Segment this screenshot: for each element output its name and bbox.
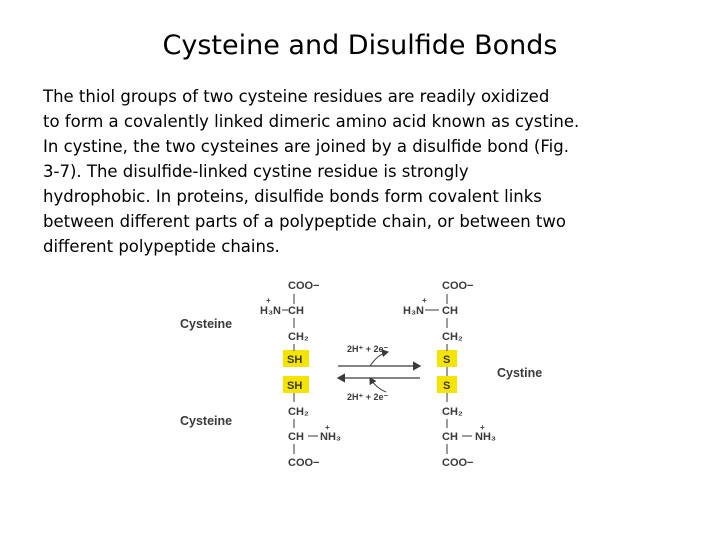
ch2-bottom-left: CH₂ xyxy=(288,406,309,418)
slide-title: Cysteine and Disulfide Bonds xyxy=(162,30,558,61)
body-line: to form a covalently linked dimeric amino acid known as cystine. xyxy=(43,112,580,131)
ch-top-left: CH xyxy=(288,305,304,317)
nh3-bottom-right: NH₃ xyxy=(475,431,496,443)
s-bottom-right: S xyxy=(443,380,451,392)
coo-top-left: COO− xyxy=(288,280,320,292)
body-line: The thiol groups of two cysteine residues are readily oxidized xyxy=(43,87,550,106)
body-line: hydrophobic. In proteins, disulfide bonds form covalent links xyxy=(43,187,542,206)
plus-right-bottom: + xyxy=(480,423,485,432)
left-cysteine-structure xyxy=(260,280,341,469)
reaction-arrows xyxy=(338,344,420,402)
label-cystine: Cystine xyxy=(497,366,543,380)
body-paragraph xyxy=(43,84,703,259)
body-line: In cystine, the two cysteines are joined by a disulfide bond (Fig. xyxy=(43,137,569,156)
coo-bottom-right: COO− xyxy=(442,457,474,469)
ch-top-right: CH xyxy=(442,305,458,317)
ch-bottom-right: CH xyxy=(442,431,458,443)
ch2-bottom-right: CH₂ xyxy=(442,406,463,418)
plus-right-top: + xyxy=(422,296,427,305)
h3n-top-right: H₃N xyxy=(403,305,424,317)
plus-left-bottom: + xyxy=(325,423,330,432)
body-line: different polypeptide chains. xyxy=(43,237,280,256)
sh-top-left: SH xyxy=(287,354,303,366)
plus-left-top: + xyxy=(266,296,271,305)
h3n-top-left: H₃N xyxy=(260,305,281,317)
cysteine-cystine-figure xyxy=(170,270,570,475)
s-top-right: S xyxy=(443,354,451,366)
coo-top-right: COO− xyxy=(442,280,474,292)
label-cysteine-bottom: Cysteine xyxy=(180,414,233,428)
reaction-diagram xyxy=(170,270,570,475)
body-line: between different parts of a polypeptide chain, or between two xyxy=(43,212,566,231)
reaction-top-text: 2H⁺ + 2e⁻ xyxy=(347,344,389,354)
ch2-top-left: CH₂ xyxy=(288,331,309,343)
label-cysteine-top: Cysteine xyxy=(180,317,233,331)
sh-bottom-left: SH xyxy=(287,380,303,392)
reaction-bottom-text: 2H⁺ + 2e⁻ xyxy=(347,392,389,402)
nh3-bottom-left: NH₃ xyxy=(320,431,341,443)
right-cystine-structure xyxy=(403,280,496,469)
coo-bottom-left: COO− xyxy=(288,457,320,469)
ch2-top-right: CH₂ xyxy=(442,331,463,343)
body-line: 3-7). The disulfide-linked cystine residue is strongly xyxy=(43,162,469,181)
ch-bottom-left: CH xyxy=(288,431,304,443)
